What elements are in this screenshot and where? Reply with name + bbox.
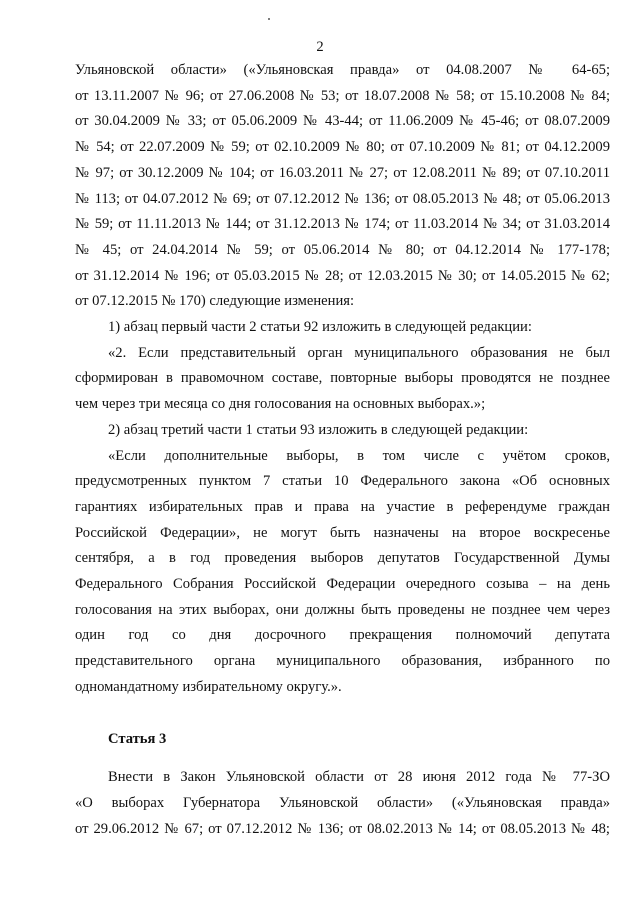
- text-line: от 29.06.2012 № 67; от 07.12.2012 № 136; от 08.02.2013 № 14; от 08.05.2013 № 48;: [75, 820, 610, 837]
- intro-paragraph: [75, 58, 610, 315]
- scan-speck: [268, 18, 270, 20]
- text-line: 1) абзац первый части 2 статьи 92 изложить в следующей редакции:: [108, 319, 532, 336]
- amendment-item-2: [75, 418, 610, 444]
- text-line: № 54; от 22.07.2009 № 59; от 02.10.2009 № 80; от 07.10.2009 № 81; от 04.12.2009: [75, 139, 610, 156]
- text-line: представительного органа муниципального образования, избранного по: [75, 653, 610, 670]
- text-line: гарантиях избирательных прав и права на участие в референдуме граждан: [75, 498, 610, 515]
- text-line: № 97; от 30.12.2009 № 104; от 16.03.2011 № 27; от 12.08.2011 № 89; от 07.10.2011: [75, 164, 610, 181]
- text-line: от 13.11.2007 № 96; от 27.06.2008 № 53; от 18.07.2008 № 58; от 15.10.2008 № 84;: [75, 87, 610, 104]
- text-line: 2) абзац третий части 1 статьи 93 изложить в следующей редакции:: [108, 421, 529, 438]
- text-line: «О выборах Губернатора Ульяновской области» («Ульяновская правда»: [75, 794, 610, 811]
- article-heading: Статья 3: [108, 730, 167, 747]
- text-line: № 113; от 04.07.2012 № 69; от 07.12.2012 № 136; от 08.05.2013 № 48; от 05.06.2013: [75, 190, 610, 207]
- text-line: № 45; от 24.04.2014 № 59; от 05.06.2014 № 80; от 04.12.2014 № 177-178;: [75, 241, 610, 258]
- text-line: от 30.04.2009 № 33; от 05.06.2009 № 43-44; от 11.06.2009 № 45-46; от 08.07.2009: [75, 113, 610, 130]
- text-line: «2. Если представительный орган муниципального образования не был: [108, 344, 610, 361]
- page-number: 2: [316, 39, 324, 55]
- text-line: чем через три месяца со дня голосования на основных выборах.»;: [75, 396, 486, 413]
- text-line: от 31.12.2014 № 196; от 05.03.2015 № 28; от 12.03.2015 № 30; от 14.05.2015 № 62;: [75, 267, 610, 284]
- quote-1: [75, 341, 610, 418]
- text-line: от 07.12.2015 № 170) следующие изменения:: [75, 293, 355, 310]
- amendment-item-1: [75, 315, 610, 341]
- text-line: Ульяновской области» («Ульяновская правда» от 04.08.2007 № 64-65;: [75, 62, 610, 78]
- document-body: [75, 58, 610, 842]
- text-line: сформирован в правомочном составе, повторные выборы проводятся не позднее: [75, 370, 610, 387]
- text-line: Внести в Закон Ульяновской области от 28 июня 2012 года № 77-ЗО: [108, 769, 610, 786]
- text-line: голосования на этих выборах, они должны быть проведены не позднее чем через: [75, 601, 610, 618]
- text-line: предусмотренных пунктом 7 статьи 10 Федерального закона «Об основных: [75, 473, 610, 490]
- text-line: «Если дополнительные выборы, в том числе с учётом сроков,: [108, 447, 610, 464]
- text-line: одномандатному избирательному округу.».: [75, 678, 342, 695]
- text-line: Российской Федерации», не могут быть назначены на второе воскресенье: [75, 524, 610, 541]
- quote-2: [75, 444, 610, 701]
- text-line: Федерального Собрания Российской Федерации очередного созыва – на день: [75, 576, 610, 593]
- text-line: один год со дня досрочного прекращения полномочий депутата: [75, 627, 610, 644]
- article-3-paragraph: [75, 765, 610, 842]
- text-line: № 59; от 11.11.2013 № 144; от 31.12.2013 № 174; от 11.03.2014 № 34; от 31.03.2014: [75, 216, 610, 233]
- text-line: сентября, а в год проведения выборов депутатов Государственной Думы: [75, 550, 610, 567]
